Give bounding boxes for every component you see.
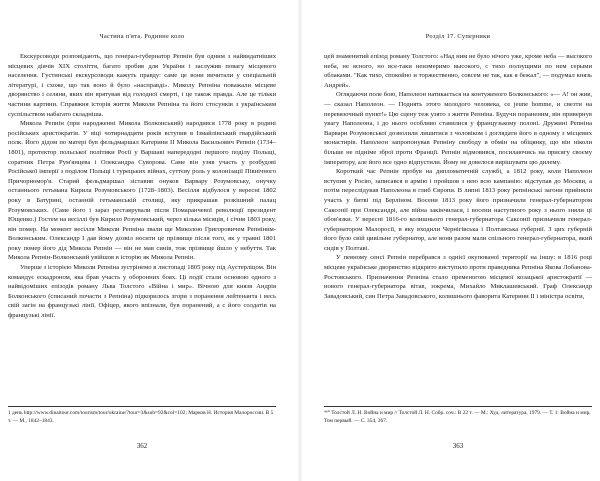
left-paragraph-1: Екскурсоводи розповідають, що генерал-губернатор Репнін був одним з найвидатніших місцевих діячів XIX століття, багато зробив для України і заслужив повагу місцевого населення. Густинські екскурсоводи кажуть правду: саме це вони вичитали у спеціальній літературі, і схоже, що так воно й було «насправді». Миколу Репніна поважали місцеве дворянство і селяни, яких він врятував від голодної смерті, і це також правда. Але це тільки частини картини. Справжня історія життя Миколи Репніна та його стосунків з українським суспільством набагато складніша.	[8, 53, 276, 118]
right-paragraph-3: Короткий час Репнін пробув на дипломатичній службі, а 1812 року, коли Наполеон вступив у Росію, записався в армію і пройшов з нею всю кампанію: відступав до Москви, а потім переслідував Наполеона в глиб Європи. В липні 1813 року репнінські загони прийняли участь у битві під Берліном. Восени 1813 року його призначили генерал-губернатором Саксонії при Олександрі, але війна закінчилася, і восени наступного року з нього зняли ці обов'язки. У вересні 1816-го колишнього генерал-губернатора Саксонії призначили генерал-губернатором Малоросії, в яку входили Чернігівська і Полтавська губернії. З цих губерній його було свій цивільне губернатор, але вони разом мали спільного генерал-губернатора, який сидів у Полтаві.	[324, 168, 592, 252]
left-body-text	[8, 52, 276, 321]
page-number-right: 363	[452, 442, 464, 450]
right-paragraph-1: цей знаменитий епізод роману Толстого: «Над ним не було нічого уже, кроме неба — высокого неба, не ясного, но все-таки неизмеримо высокого, с тихо ползущими по нем серыми облаками. "Как тихо, спокойно и торжественно, совсем не так, как я бежал", — подумал князь Андрей».	[324, 53, 592, 89]
running-head-left: Частина п'ята. Родинне коло	[99, 33, 185, 40]
book-gutter	[297, 0, 303, 481]
footnote-460: ⁴⁶⁰ Толстой Л. Н. Война и мир // Толстой Л. Н. Собр. соч.: В 22 т. — М.: Худ. литература, 1979. — Т. 1: Война и мир. Том первый. — С. 354, 367.	[324, 410, 591, 424]
footnote-1: 1 день http://www.dinaitour.com/tourism/tour/ukraine/?tour=3&sub=92&col=102; Марков Н. История Малороссии. В 5 т. — М., 1842–1843.	[8, 410, 274, 424]
running-head-right: Розділ 17. Суперники	[425, 33, 491, 40]
right-footnote	[324, 406, 592, 425]
right-paragraph-4: У певному сенсі Репнін перебрався з однієї окупованої території на іншу: в 1816 році місцеве українське дворянство відкрито виступило проти праведника Репніна Якова Лобанова-Ростовського. Призначення Репніна стало пременогою місцевої козацької аристократії — нового генерал-губернатора вітав, зокрема, Михайло Миклашевський. Граф Олександр Завадовський, син Петра Завадовського, колишнього фаворита Катерини ІІ і міністра освіти,	[324, 254, 592, 300]
left-footnote	[8, 406, 276, 425]
left-page	[0, 0, 286, 481]
page-number-left: 362	[136, 442, 148, 450]
left-paragraph-3: Уперше з історією Миколи Репніна зустрінемо в листопаді 1805 року під Аустерліцом. Він командує ескадроном, яка брав участь у оборонних боях. Ці події стали основою одного з найвідоміших епізодів роману Льва Толстого «Війна і мир». Вічною для князя Андрія Болконського (списаний почасти з Репніна) підкорилось згори з поранення лейтенанта і весь свій загін на французькі лінії. Офіцер, якого впізнали, був поранений, а с його солдатів на французькі лінії.	[8, 264, 276, 320]
left-paragraph-2: Микола Репнін (при народженні Микола Волконський) народився 1778 року в родині російських аристократів. У віці чотирнадцяти років вступив в Ізмайлівський гвардійський полк. Його дідом по матері був фельдмаршал Катерини ІІ Микола Васильович Репнін (1734–1801), протектор польської політики Росії у Варшаві напередодні першого поділу Польщі, соратник Петра Рум'янцева і Олександра Суворова. Саме він узяв участь у розбудові Російської імперії з поділом Польщі і турецьких війнах, суттєву роль у колонізації Північного Причорномор'я. Старий фельдмаршал зіставив онуков Варвару Розумовську, онучку останнього гетьмана Кирила Розумовського (1728–1803). Весілля відбулося у вересні 1802 року в Батурині, останній гетьманській столиці, яку прикрашав розкішний палац Розумовських. (Саме його і зараз реставрували після Помаранчевої революції президент Ющенко.) Гостем на весіллі був Кирило Розумовський, через кілька місяців, і січня 1803 року, він помер. На момент весілля Миколи Репніна звали ще Миколою Григоровичем Репніним-Волконським. Олександр І дав йому дозвіл носити це прізвище після того, як у травні 1801 року помер його дід Микола Репнін — він не мав синів, тож прізвище йшло у небуття. Так Микола Репнін-Волконський увійшов в історію як Микола Репнін.	[8, 120, 276, 262]
right-paragraph-2: Оглядаючи поле бою, Наполеон натикається на контуженого Болконського: «— А! он жив, — сказал Наполеон. — Поднять этого молодого человека, ce jeune homme, и свезти на перевязочный пункт!» Цю сцену теж узято з життя Репніна. Будучи пораненим, він привернув увагу Наполеона, і до нього особливо ставилися у французькому полоні. Дружині Репніна Варвари Розумовської дозволили лишитися з чоловіком і доглядати його в одному з місцевих монастирів. Наполеон запропонував Репніну свободу в обмін на обіцянку, що він ніколи більше не підніме зброї проти Франції. Репнін відмовився, посилаючись на присягу своєму імператору, але його все одно відпустили. Йому не довелося вирішувати цю дилему.	[324, 91, 592, 166]
right-body-text	[324, 52, 592, 301]
right-page	[314, 0, 600, 481]
